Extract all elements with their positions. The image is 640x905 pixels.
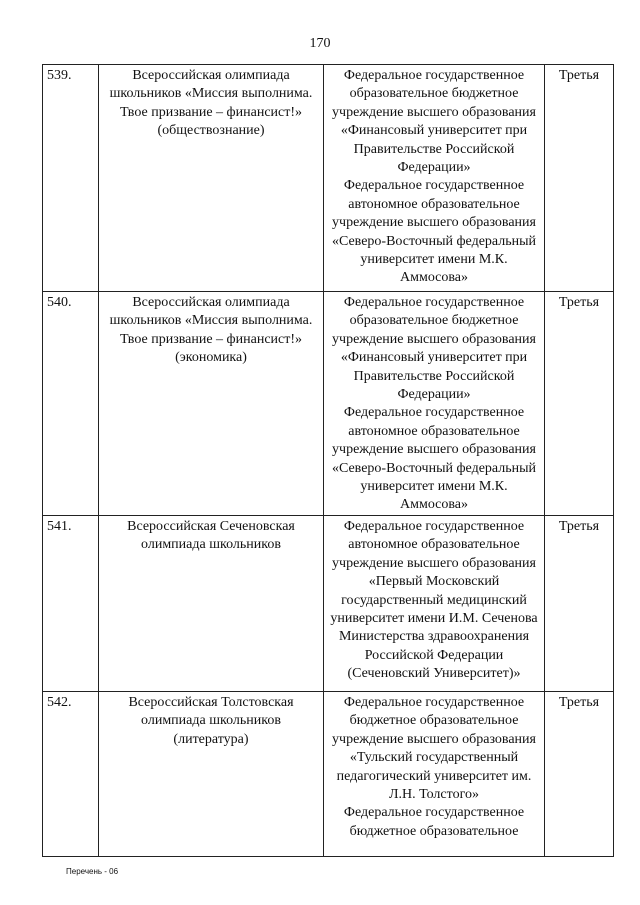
row-number: 540. bbox=[43, 292, 99, 516]
table-row bbox=[43, 691, 614, 856]
olympiad-level: Третья bbox=[545, 691, 614, 856]
olympiad-level: Третья bbox=[545, 292, 614, 516]
row-number: 539. bbox=[43, 65, 99, 292]
row-number: 542. bbox=[43, 691, 99, 856]
organizer-cell bbox=[324, 292, 545, 516]
organizer-name: Федеральное государственное автономное образовательное учреждение высшего образования «Первый Московский государственный медицинский университет имени И.М. Сеченова Министерства здравоохранения Российской Федерации (Сеченовский Университет)» bbox=[330, 518, 538, 682]
row-number: 541. bbox=[43, 515, 99, 691]
table-row bbox=[43, 65, 614, 292]
organizer-cell bbox=[324, 515, 545, 691]
document-footer: Перечень - 06 bbox=[66, 867, 119, 876]
olympiad-level: Третья bbox=[545, 65, 614, 292]
olympiad-name: Всероссийская Толстовская олимпиада школьников (литература) bbox=[99, 691, 324, 856]
olympiad-level: Третья bbox=[545, 515, 614, 691]
olympiad-name: Всероссийская олимпиада школьников «Миссия выполнима. Твое призвание – финансист!» (обществознание) bbox=[99, 65, 324, 292]
organizer-cell bbox=[324, 691, 545, 856]
organizer-name: Федеральное государственное бюджетное образовательное учреждение высшего образования «Тульский государственный педагогический университет им. Л.Н. Толстого» bbox=[332, 694, 536, 802]
organizer-cell bbox=[324, 65, 545, 292]
page-number: 170 bbox=[309, 36, 331, 51]
olympiad-name: Всероссийская олимпиада школьников «Миссия выполнима. Твое призвание – финансист!» (экономика) bbox=[99, 292, 324, 516]
table-row bbox=[43, 515, 614, 691]
olympiad-name: Всероссийская Сеченовская олимпиада школьников bbox=[99, 515, 324, 691]
organizer-name: Федеральное государственное образовательное бюджетное учреждение высшего образования «Финансовый университет при Правительстве Российской Федерации» bbox=[332, 68, 536, 176]
table-row bbox=[43, 292, 614, 516]
organizer-name: Федеральное государственное образовательное бюджетное учреждение высшего образования «Финансовый университет при Правительстве Российской Федерации» bbox=[332, 295, 536, 403]
organizer-name: Федеральное государственное автономное образовательное учреждение высшего образования «Северо-Восточный федеральный университет имени М.К. Аммосова» bbox=[331, 405, 537, 513]
organizer-name: Федеральное государственное бюджетное образовательное bbox=[343, 805, 525, 839]
olympiad-registry-table bbox=[42, 64, 614, 857]
organizer-name: Федеральное государственное автономное образовательное учреждение высшего образования «Северо-Восточный федеральный университет имени М.К. Аммосова» bbox=[331, 178, 537, 286]
